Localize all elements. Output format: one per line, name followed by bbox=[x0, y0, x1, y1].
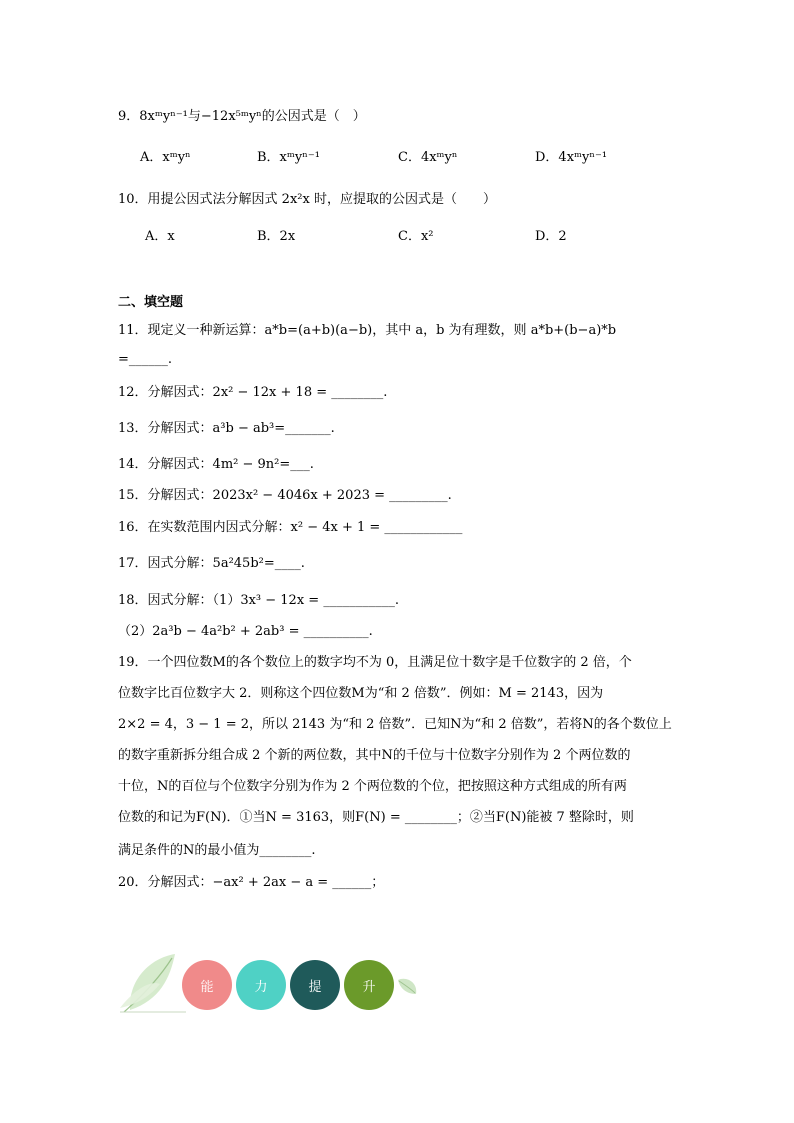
question-13: 13．分解因式：a³b − ab³=_______. bbox=[118, 421, 335, 436]
badge-neng: 能 bbox=[182, 960, 232, 1010]
question-20: 20．分解因式：−ax² + 2ax − a = ______； bbox=[118, 875, 385, 890]
small-leaf-icon bbox=[396, 976, 420, 998]
badge-sheng: 升 bbox=[344, 960, 394, 1010]
question-19-line4: 的数字重新拆分组合成 2 个新的两位数，其中N的千位与十位数字分别作为 2 个两位数的 bbox=[118, 748, 631, 763]
question-19-line6: 位数的和记为F(N)．①当N = 3163，则F(N) = ________；②当F(N)能被 7 整除时，则 bbox=[118, 810, 634, 825]
question-12: 12．分解因式：2x² − 12x + 18 = ________. bbox=[118, 385, 388, 400]
section-title: 二、填空题 bbox=[118, 295, 184, 310]
q9-option-a: A．xᵐyⁿ bbox=[140, 150, 191, 165]
question-19-line3: 2×2 = 4，3 − 1 = 2，所以 2143 为“和 2 倍数”．已知N为“和 2 倍数”，若将N的各个数位上 bbox=[118, 717, 672, 732]
question-18-part1: 18．因式分解：（1）3x³ − 12x = ___________. bbox=[118, 593, 399, 608]
question-19-line5: 十位，N的百位与个位数字分别为作为 2 个两位数的个位，把按照这种方式组成的所有两 bbox=[118, 779, 627, 794]
q10-option-b: B．2x bbox=[257, 229, 296, 244]
question-16: 16．在实数范围内因式分解：x² − 4x + 1 = ____________ bbox=[118, 520, 463, 535]
question-11-blank: =______. bbox=[118, 352, 173, 367]
q10-option-d: D．2 bbox=[535, 229, 567, 244]
q9-option-b: B．xᵐyⁿ⁻¹ bbox=[257, 150, 320, 165]
q9-option-c: C．4xᵐyⁿ bbox=[398, 150, 458, 165]
question-18-part2: （2）2a³b − 4a²b² + 2ab³ = __________. bbox=[118, 624, 373, 639]
leaf-decoration-icon bbox=[120, 950, 190, 1014]
question-9-stem: 9．8xᵐyⁿ⁻¹与−12x⁵ᵐyⁿ的公因式是（ ） bbox=[118, 109, 366, 124]
badge-ti: 提 bbox=[290, 960, 340, 1010]
q9-option-d: D．4xᵐyⁿ⁻¹ bbox=[535, 150, 608, 165]
question-10-stem: 10．用提公因式法分解因式 2x²x 时，应提取的公因式是（ ） bbox=[118, 192, 496, 207]
question-14: 14．分解因式：4m² − 9n²=___. bbox=[118, 457, 314, 472]
badge-li: 力 bbox=[236, 960, 286, 1010]
ability-banner bbox=[120, 950, 430, 1020]
question-19-line7: 满足条件的N的最小值为________. bbox=[118, 843, 316, 858]
q10-option-a: A．x bbox=[145, 229, 175, 244]
question-15: 15．分解因式：2023x² − 4046x + 2023 = _________. bbox=[118, 488, 452, 503]
question-19-line1: 19．一个四位数M的各个数位上的数字均不为 0，且满足位十数字是千位数字的 2 倍，个 bbox=[118, 655, 632, 670]
question-11: 11．现定义一种新运算：a*b=(a+b)(a−b)，其中 a，b 为有理数，则 a*b+(b−a)*b bbox=[118, 323, 617, 338]
q10-option-c: C．x² bbox=[398, 229, 434, 244]
question-19-line2: 位数字比百位数字大 2．则称这个四位数M为“和 2 倍数”．例如：M = 2143，因为 bbox=[118, 686, 604, 701]
question-17: 17．因式分解：5a²45b²=____. bbox=[118, 556, 305, 571]
